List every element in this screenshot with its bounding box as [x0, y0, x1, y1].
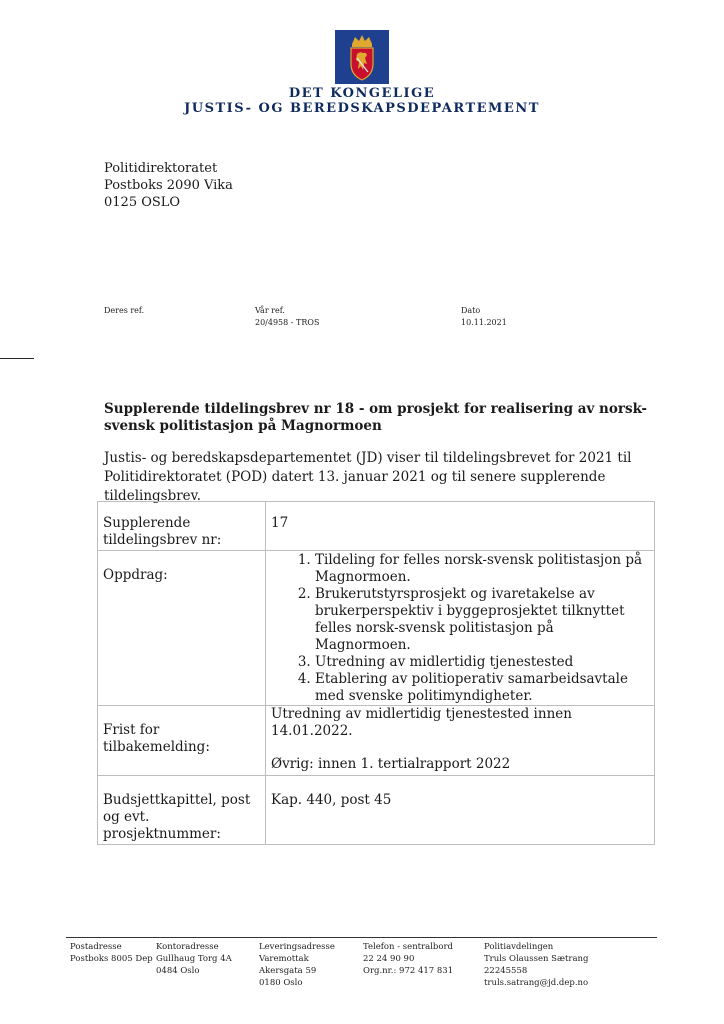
- footer-text: Gullhaug Torg 4A: [156, 954, 232, 964]
- list-item: 3. Utredning av midlertidig tjenestested: [315, 654, 649, 671]
- footer-text: Postboks 8005 Dep: [70, 954, 153, 964]
- table-row: [98, 551, 655, 706]
- footer-avdeling: [484, 941, 588, 989]
- footer-text: 22 24 90 90: [363, 954, 415, 964]
- footer-text: Telefon - sentralbord: [363, 942, 453, 952]
- var-ref-label: Vår ref.: [255, 306, 285, 315]
- fold-mark: [0, 358, 34, 359]
- deres-ref-label: Deres ref.: [104, 306, 145, 315]
- table-value-cell: 17: [266, 502, 655, 551]
- recipient-line: Postboks 2090 Vika: [104, 178, 233, 193]
- footer-text: Leveringsadresse: [259, 942, 335, 952]
- footer-text: Truls Olaussen Sætrang: [484, 954, 589, 964]
- letter-intro: Justis- og beredskapsdepartementet (JD) viser til tildelingsbrevet for 2021 til Politidirektoratet (POD) datert 13. januar 2021 og til senere supplerende tildelingsbrev.: [104, 450, 632, 504]
- recipient-line: Politidirektoratet: [104, 161, 218, 176]
- footer-text: Org.nr.: 972 417 831: [363, 966, 454, 976]
- date-value: 10.11.2021: [461, 318, 507, 327]
- list-item: 4. Etablering av politioperativ samarbeidsavtale med svenske politimyndigheter.: [315, 671, 649, 705]
- assignment-list: [271, 552, 649, 705]
- list-item: 2. Brukerutstyrsprosjekt og ivaretakelse av brukerperspektiv i byggeprosjektet tilknyttet felles norsk-svensk politistasjon på Magnormoen.: [315, 586, 649, 654]
- deadline-text: Øvrig: innen 1. tertialrapport 2022: [271, 756, 511, 772]
- footer-kontoradresse: [156, 941, 232, 977]
- footer-text: Akersgata 59: [259, 966, 317, 976]
- footer-text: 0484 Oslo: [156, 966, 200, 976]
- table-label-cell: Budsjettkapittel, post og evt. prosjektnummer:: [98, 776, 266, 845]
- table-row: [98, 502, 655, 551]
- footer-text: Politiavdelingen: [484, 942, 554, 952]
- date-label: Dato: [461, 306, 481, 315]
- table-value-cell: [266, 706, 655, 776]
- footer-text: Postadresse: [70, 942, 122, 952]
- table-value-cell: Kap. 440, post 45: [266, 776, 655, 845]
- footer-postadresse: [70, 941, 153, 965]
- footer-telefon: [363, 941, 453, 977]
- coat-of-arms-icon: [335, 30, 389, 84]
- list-item: 1. Tildeling for felles norsk-svensk politistasjon på Magnormoen.: [315, 552, 649, 586]
- department-title-line2: JUSTIS- OG BEREDSKAPSDEPARTEMENT: [184, 101, 540, 116]
- var-ref-value: 20/4958 - TROS: [255, 318, 320, 327]
- footer-text: Kontoradresse: [156, 942, 219, 952]
- table-value-cell: [266, 551, 655, 706]
- recipient-line: 0125 OSLO: [104, 195, 181, 210]
- footer-leveringsadresse: [259, 941, 335, 989]
- table-row: [98, 776, 655, 845]
- recipient-address: [104, 160, 233, 211]
- footer-text: 22245558: [484, 966, 528, 976]
- table-row: [98, 706, 655, 776]
- contact-email[interactable]: truls.satrang@jd.dep.no: [484, 978, 589, 988]
- footer-text: Varemottak: [259, 954, 309, 964]
- deadline-text: Utredning av midlertidig tjenestested innen 14.01.2022.: [271, 706, 572, 739]
- letter-subject: Supplerende tildelingsbrev nr 18 - om prosjekt for realisering av norsk-svensk politistasjon på Magnormoen: [104, 401, 647, 434]
- table-label-cell: Oppdrag:: [98, 551, 266, 706]
- footer-text: 0180 Oslo: [259, 978, 303, 988]
- table-label-cell: Frist for tilbakemelding:: [98, 706, 266, 776]
- assignment-table: [97, 501, 655, 845]
- department-title-line1: DET KONGELIGE: [288, 86, 436, 101]
- footer-divider: [66, 937, 657, 938]
- table-label-cell: Supplerende tildelingsbrev nr:: [98, 502, 266, 551]
